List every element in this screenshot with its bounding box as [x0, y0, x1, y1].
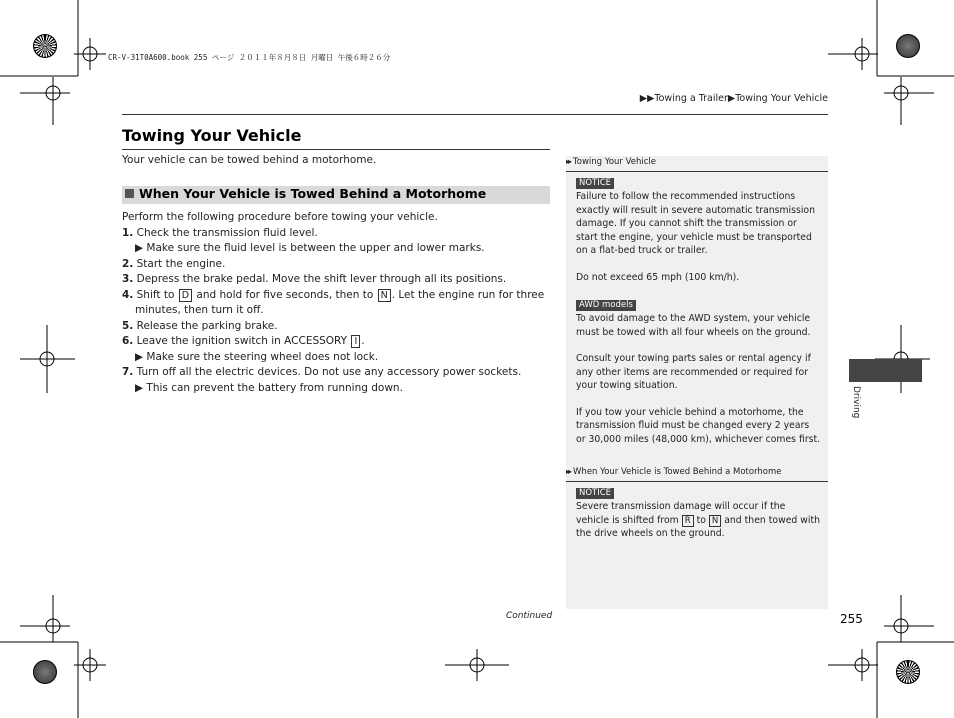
step-3: 3. Depress the brake pedal. Move the shift lever through all its positions. — [122, 273, 507, 285]
key-r: R — [682, 515, 694, 527]
notice-badge-1: NOTICE — [576, 178, 614, 189]
page-number: 255 — [840, 612, 863, 626]
section-subheading: When Your Vehicle is Towed Behind a Motorhome — [122, 186, 550, 204]
procedure — [122, 210, 552, 396]
registration-gear-bottom-left — [33, 660, 57, 684]
step-6-sub: ▶ Make sure the steering wheel does not lock. — [135, 350, 379, 363]
sidebar-rule-2 — [566, 481, 828, 482]
title-rule — [122, 149, 550, 150]
breadcrumb-arrows: ▶▶ — [639, 93, 655, 104]
sidebar-heading-1: ▸▸ Towing Your Vehicle — [566, 157, 657, 167]
step-7: 7. Turn off all the electric devices. Do not use any accessory power sockets. — [122, 366, 522, 378]
section-tab-label: Driving — [851, 386, 861, 419]
registration-gear-bottom-right — [896, 660, 920, 684]
double-chevron-icon: ▸▸ — [566, 467, 571, 476]
step-7-sub: ▶ This can prevent the battery from running down. — [135, 381, 403, 394]
sidebar-text-1: Failure to follow the recommended instructions exactly will result in severe automatic transmission damage. If you cannot shift the transmission or start the engine, your vehicle must be transported on a flat-bed truck or trailer. Do not exceed 65 mph (100 km/h). — [576, 191, 815, 283]
sidebar-heading-2: ▸▸ When Your Vehicle is Towed Behind a Motorhome — [566, 467, 782, 477]
sidebar-rule-1 — [566, 171, 828, 172]
breadcrumb-part1: Towing a Trailer — [654, 93, 728, 104]
breadcrumb-sep: ▶ — [727, 93, 736, 104]
step-5: 5. Release the parking brake. — [122, 319, 278, 332]
breadcrumb — [640, 93, 828, 104]
print-header: CR-V-31T0A600.book 255 ページ ２０１１年８月８日 月曜日 午後６時２６分 — [108, 53, 391, 62]
header-rule — [122, 114, 828, 115]
step-6: 6. Leave the ignition switch in ACCESSORY I . — [122, 335, 365, 347]
key-i: I — [351, 335, 360, 348]
breadcrumb-part2: Towing Your Vehicle — [735, 93, 828, 104]
step-4: 4. Shift to D and hold for five seconds, then to N . Let the engine run for three — [122, 288, 545, 301]
step-2: 2. Start the engine. — [122, 257, 226, 270]
section-tab — [849, 359, 922, 382]
continued-label: Continued — [506, 611, 553, 621]
square-bullet-icon — [125, 189, 134, 198]
key-n: N — [378, 289, 391, 302]
step-1: 1. Check the transmission fluid level. — [122, 226, 318, 239]
registration-gear-top-right — [896, 34, 920, 58]
double-chevron-icon: ▸▸ — [566, 157, 571, 166]
page-title: Towing Your Vehicle — [122, 126, 302, 145]
key-d: D — [179, 289, 192, 302]
registration-gear-top-left — [33, 34, 57, 58]
step-1-sub: ▶ Make sure the fluid level is between the upper and lower marks. — [135, 242, 485, 254]
sidebar-notes — [566, 156, 828, 609]
key-n: N — [709, 515, 721, 527]
notice-badge-2: NOTICE — [576, 488, 614, 499]
procedure-intro: Perform the following procedure before towing your vehicle. — [122, 211, 438, 223]
sidebar-text-3: Severe transmission damage will occur if the vehicle is shifted from R to N and then towed with the drive wheels on the ground. — [576, 501, 821, 539]
step-4-cont: minutes, then turn it off. — [135, 304, 264, 316]
sidebar-text-2: To avoid damage to the AWD system, your vehicle must be towed with all four wheels on the ground. Consult your towing parts sales or rental agency if any other items are recommended or required for your towing situation. If you tow your vehicle behind a motorhome, the transmission fluid must be changed every 2 years or 30,000 miles (48,000 km), whichever comes first. — [576, 313, 821, 445]
intro-text: Your vehicle can be towed behind a motorhome. — [122, 154, 377, 166]
awd-badge: AWD models — [576, 300, 636, 311]
